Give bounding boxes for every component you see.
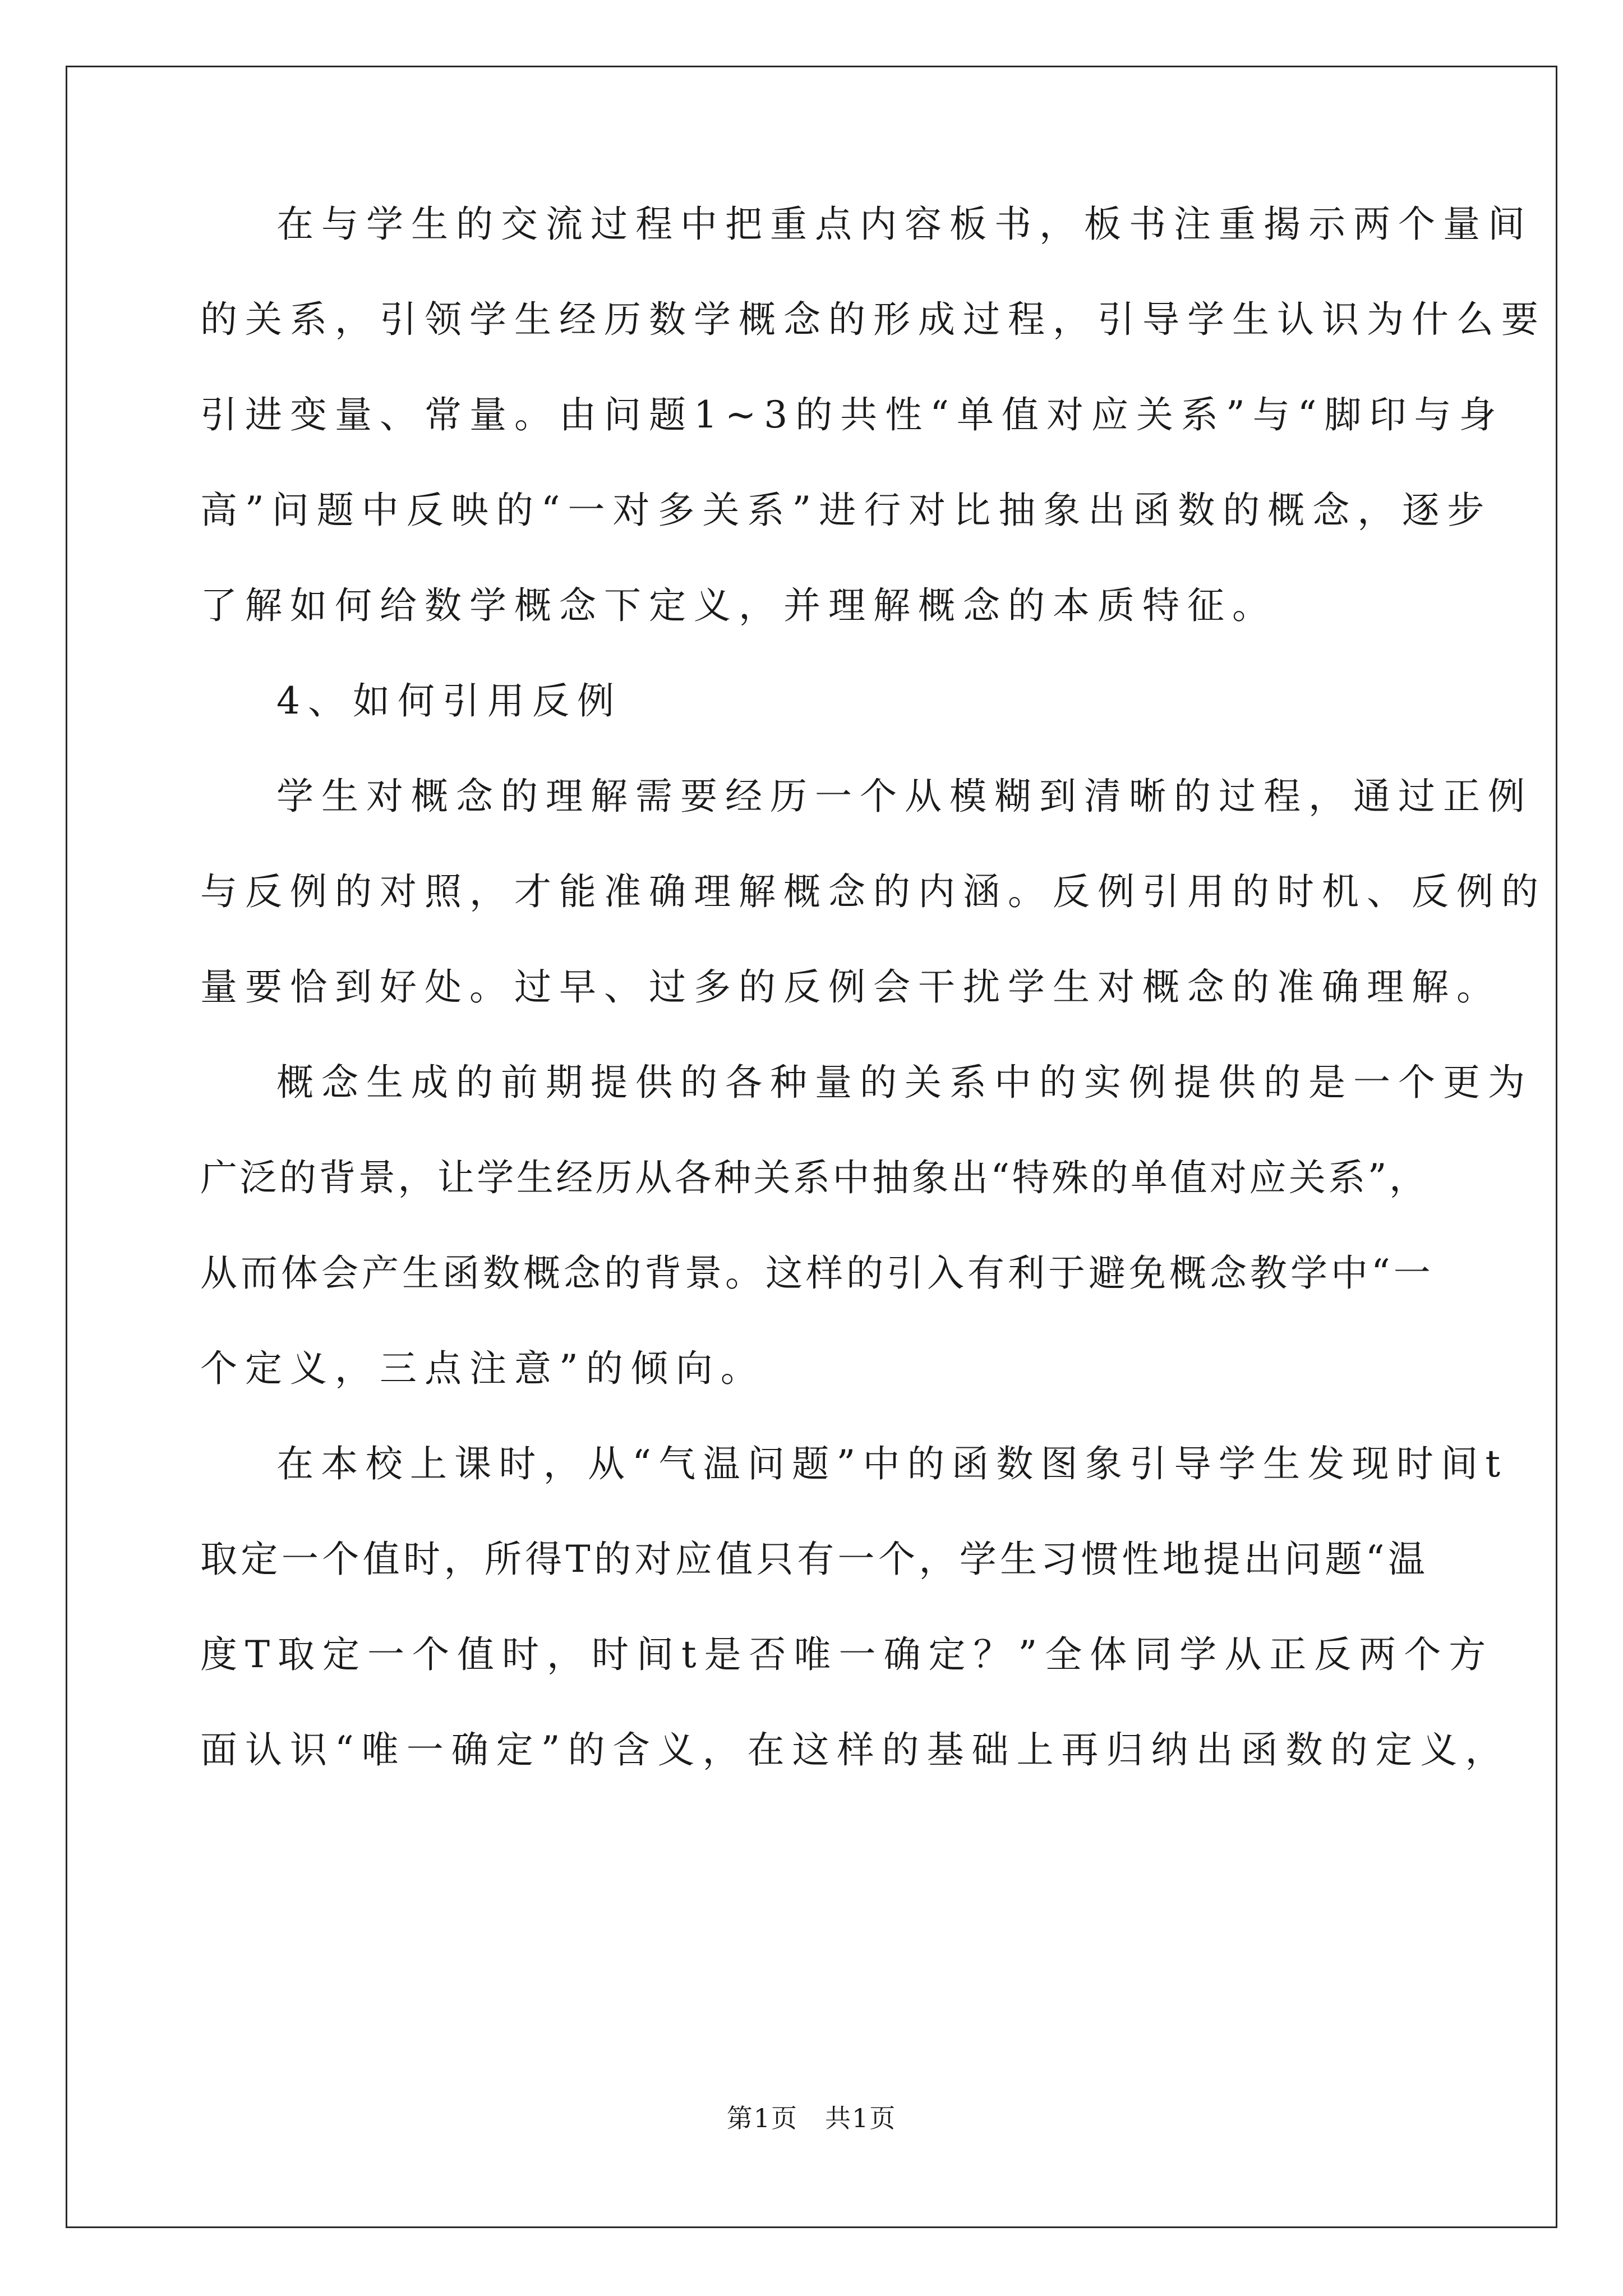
paragraph-line: 学生对概念的理解需要经历一个从模糊到清晰的过程，通过正例: [276, 775, 1533, 818]
page-border: [66, 66, 1557, 2228]
paragraph-line: 与反例的对照，才能准确理解概念的内涵。反例引用的时机、反例的: [200, 870, 1546, 913]
paragraph-line: 概念生成的前期提供的各种量的关系中的实例提供的是一个更为: [276, 1061, 1533, 1104]
paragraph-line: 高”问题中反映的“一对多关系”进行对比抽象出函数的概念，逐步: [200, 489, 1492, 532]
paragraph-line: 在与学生的交流过程中把重点内容板书，板书注重揭示两个量间: [276, 203, 1533, 246]
paragraph-line: 广泛的背景，让学生经历从各种关系中抽象出“特殊的单值对应关系”，: [200, 1156, 1428, 1199]
paragraph-line: 了解如何给数学概念下定义，并理解概念的本质特征。: [200, 584, 1277, 627]
paragraph-line: 引进变量、常量。由问题1~3的共性“单值对应关系”与“脚印与身: [200, 393, 1504, 436]
paragraph-line: 量要恰到好处。过早、过多的反例会干扰学生对概念的准确理解。: [200, 965, 1501, 1009]
paragraph-line: 从而体会产生函数概念的背景。这样的引入有利于避免概念教学中“一: [200, 1251, 1434, 1295]
paragraph-line: 度T取定一个值时，时间t是否唯一确定？”全体同学从正反两个方: [200, 1633, 1494, 1676]
paragraph-line: 取定一个值时，所得T的对应值只有一个，学生习惯性地提出问题“温: [200, 1538, 1428, 1581]
paragraph-line: 面认识“唯一确定”的含义，在这样的基础上再归纳出函数的定义，: [200, 1728, 1510, 1772]
paragraph-line: 的关系，引领学生经历数学概念的形成过程，引导学生认识为什么要: [200, 298, 1546, 341]
page-number-footer: 第1页 共1页: [726, 2103, 897, 2133]
paragraph-line: 在本校上课时，从“气温问题”中的函数图象引导学生发现时间t: [276, 1442, 1505, 1485]
paragraph-line: 个定义，三点注意”的倾向。: [200, 1347, 766, 1390]
section-heading: 4、如何引用反例: [276, 679, 622, 723]
